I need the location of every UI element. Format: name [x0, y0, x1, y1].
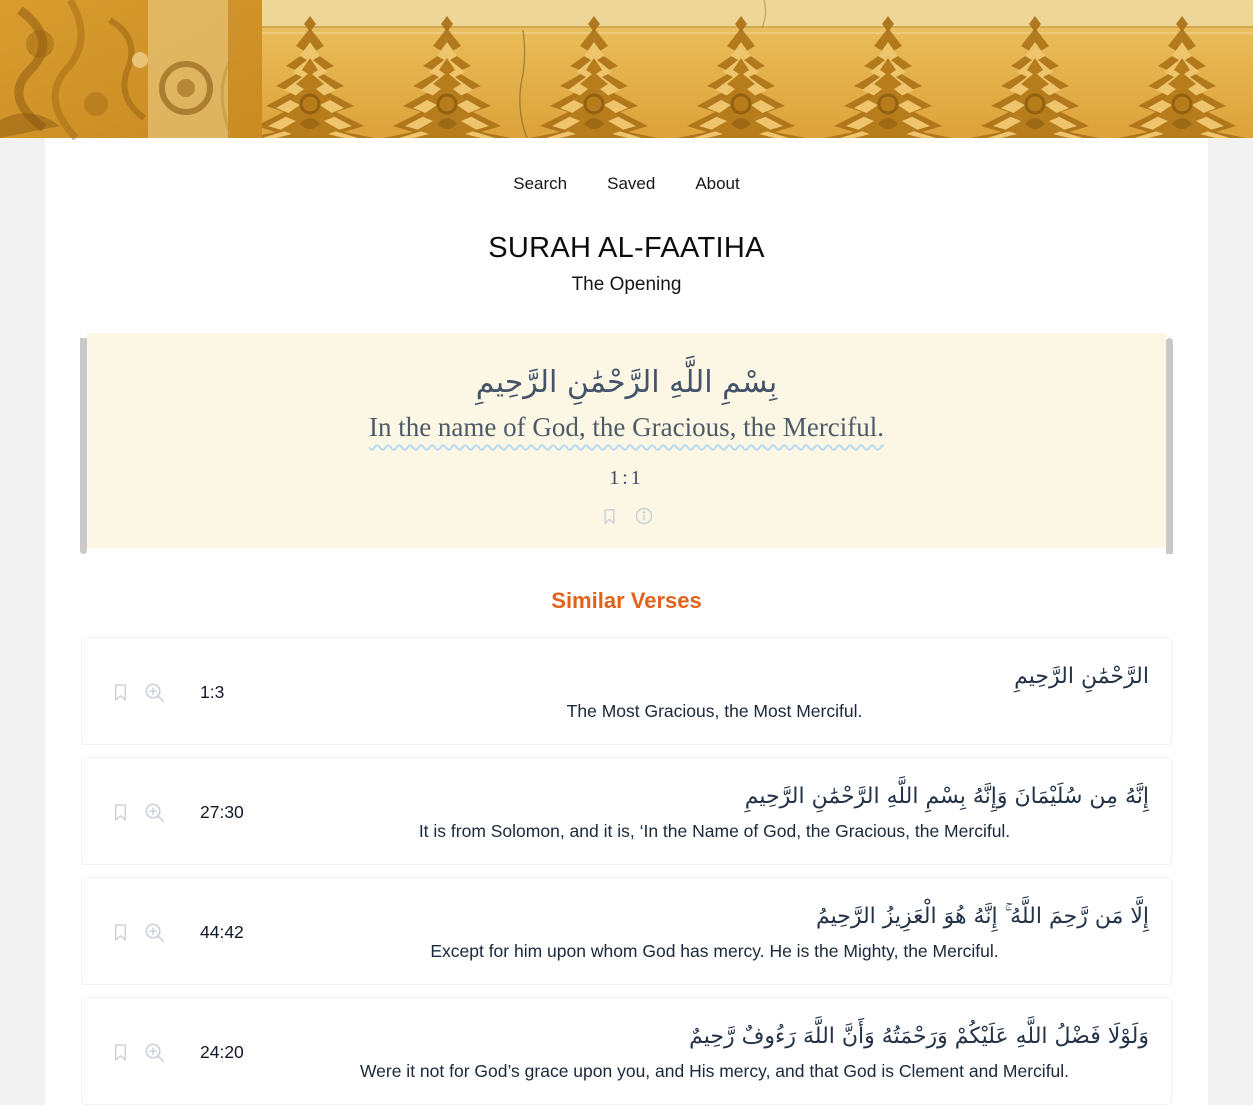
featured-verse-reference: 1:1 [609, 467, 644, 489]
verse-row-controls [110, 1041, 278, 1064]
verse-translation: Were it not for God’s grace upon you, and His mercy, and that God is Clement and Merciful. [359, 1061, 1070, 1082]
page-subtitle: The Opening [571, 274, 682, 295]
verse-arabic: وَلَوْلَا فَضْلُ اللَّهِ عَلَيْكُمْ وَرَحْمَتُهُ وَأَنَّ اللَّهَ رَءُوفٌ رَّحِيمٌ [689, 1023, 1149, 1049]
bookmark-icon[interactable] [110, 922, 131, 943]
verse-reference: 1:3 [200, 681, 225, 702]
similar-verses-heading: Similar Verses [551, 588, 702, 613]
verse-reference: 27:30 [200, 801, 244, 822]
verse-row [81, 757, 1172, 865]
verse-row [81, 637, 1172, 745]
featured-verse-card [87, 333, 1166, 548]
verse-row-controls [110, 801, 278, 824]
decorative-banner [0, 0, 1253, 138]
verse-row-controls [110, 921, 278, 944]
nav-link-saved[interactable]: Saved [607, 174, 656, 193]
featured-verse-translation: In the name of God, the Gracious, the Merciful. [368, 412, 885, 442]
verse-translation: It is from Solomon, and it is, ‘In the Name of God, the Gracious, the Merciful. [418, 821, 1011, 842]
featured-verse-actions [127, 506, 1126, 526]
bookmark-icon[interactable] [110, 682, 131, 703]
verse-row-content [278, 782, 1151, 843]
verse-row-controls [110, 681, 278, 704]
zoom-in-icon[interactable] [143, 1041, 166, 1064]
verse-translation: The Most Gracious, the Most Merciful. [566, 701, 863, 722]
nav-link-search[interactable]: Search [513, 174, 568, 193]
verse-arabic: إِنَّهُ مِن سُلَيْمَانَ وَإِنَّهُ بِسْمِ اللَّهِ الرَّحْمَٰنِ الرَّحِيمِ [744, 783, 1149, 809]
verse-row-content [278, 1022, 1151, 1083]
zoom-in-icon[interactable] [143, 921, 166, 944]
verse-row-content [278, 902, 1151, 963]
verse-reference: 44:42 [200, 921, 244, 942]
zoom-in-icon[interactable] [143, 801, 166, 824]
main-nav [45, 174, 1208, 194]
page-title: SURAH AL-FAATIHA [488, 232, 765, 264]
similar-verses-list [81, 637, 1172, 1105]
verse-arabic: الرَّحْمَٰنِ الرَّحِيمِ [1014, 663, 1149, 689]
verse-translation: Except for him upon whom God has mercy. He is the Mighty, the Merciful. [430, 941, 999, 962]
verse-row [81, 877, 1172, 985]
info-icon[interactable] [634, 506, 654, 526]
nav-link-about[interactable]: About [695, 174, 740, 193]
verse-row [81, 997, 1172, 1105]
verse-reference: 24:20 [200, 1041, 244, 1062]
zoom-in-icon[interactable] [143, 681, 166, 704]
content-sheet [45, 138, 1208, 1105]
verse-arabic: إِلَّا مَن رَّحِمَ اللَّهُ ۚ إِنَّهُ هُوَ الْعَزِيزُ الرَّحِيمُ [815, 903, 1149, 929]
verse-row-content [278, 662, 1151, 723]
bookmark-icon[interactable] [600, 506, 619, 526]
featured-verse-arabic: بِسْمِ اللَّهِ الرَّحْمَٰنِ الرَّحِيمِ [475, 365, 778, 400]
bookmark-icon[interactable] [110, 802, 131, 823]
bookmark-icon[interactable] [110, 1042, 131, 1063]
